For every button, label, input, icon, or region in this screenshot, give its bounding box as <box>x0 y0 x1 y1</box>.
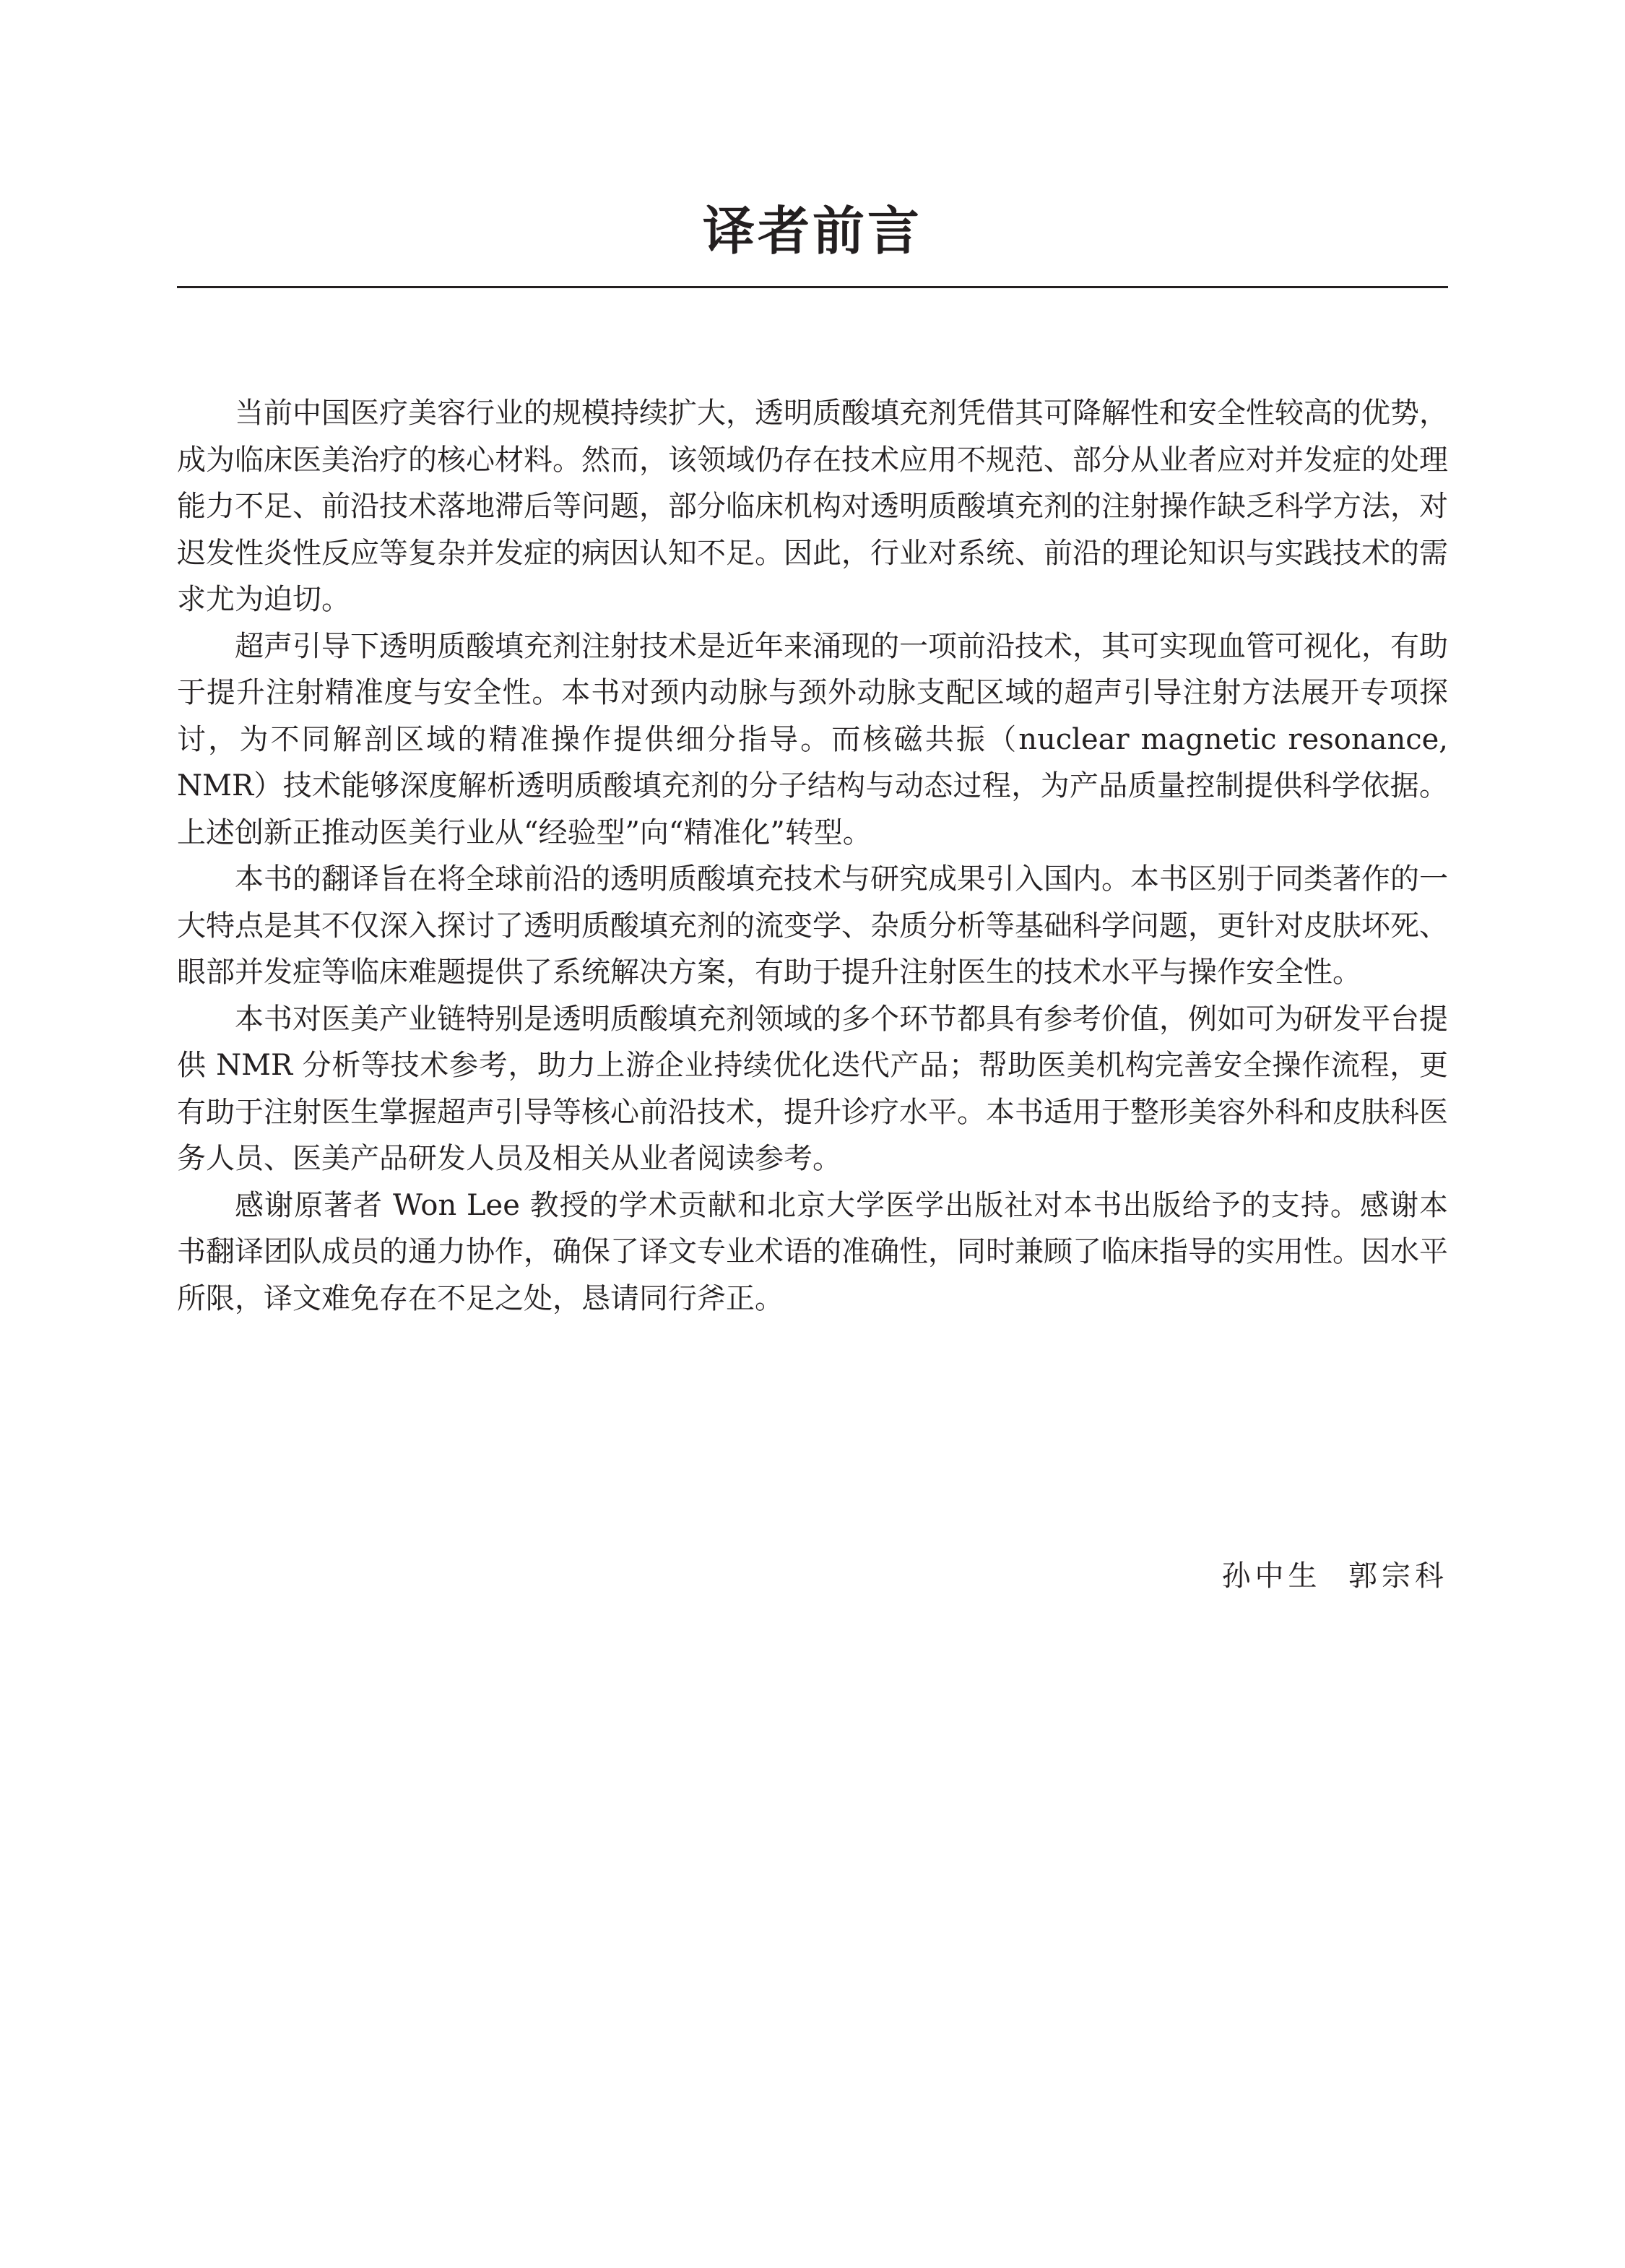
paragraph: 超声引导下透明质酸填充剂注射技术是近年来涌现的一项前沿技术，其可实现血管可视化，有助于提升注射精准度与安全性。本书对颈内动脉与颈外动脉支配区域的超声引导注射方法展开专项探讨，为不同解剖区域的精准操作提供细分指导。而核磁共振（nuclear magnetic resonance, NMR）技术能够深度解析透明质酸填充剂的分子结构与动态过程，为产品质量控制提供科学依据。上述创新正推动医美行业从“经验型”向“精准化”转型。 <box>177 629 1448 849</box>
title-divider <box>177 286 1448 288</box>
translator-signature: 孙中生 郭宗科 <box>1221 1559 1448 1593</box>
page-title: 译者前言 <box>702 201 922 261</box>
paragraph: 当前中国医疗美容行业的规模持续扩大，透明质酸填充剂凭借其可降解性和安全性较高的优势，成为临床医美治疗的核心材料。然而，该领域仍存在技术应用不规范、部分从业者应对并发症的处理能力不足、前沿技术落地滞后等问题，部分临床机构对透明质酸填充剂的注射操作缺乏科学方法，对迟发性炎性反应等复杂并发症的病因认知不足。因此，行业对系统、前沿的理论知识与实践技术的需求尤为迫切。 <box>177 397 1448 616</box>
preface-body <box>177 390 1448 1322</box>
paragraph: 本书的翻译旨在将全球前沿的透明质酸填充技术与研究成果引入国内。本书区别于同类著作的一大特点是其不仅深入探讨了透明质酸填充剂的流变学、杂质分析等基础科学问题，更针对皮肤坏死、眼部并发症等临床难题提供了系统解决方案，有助于提升注射医生的技术水平与操作安全性。 <box>177 862 1448 989</box>
paragraph: 感谢原著者 Won Lee 教授的学术贡献和北京大学医学出版社对本书出版给予的支持。感谢本书翻译团队成员的通力协作，确保了译文专业术语的准确性，同时兼顾了临床指导的实用性。因水平所限，译文难免存在不足之处，恳请同行斧正。 <box>177 1188 1448 1315</box>
paragraph: 本书对医美产业链特别是透明质酸填充剂领域的多个环节都具有参考价值，例如可为研发平台提供 NMR 分析等技术参考，助力上游企业持续优化迭代产品；帮助医美机构完善安全操作流程，更有助于注射医生掌握超声引导等核心前沿技术，提升诊疗水平。本书适用于整形美容外科和皮肤科医务人员、医美产品研发人员及相关从业者阅读参考。 <box>177 1002 1448 1175</box>
